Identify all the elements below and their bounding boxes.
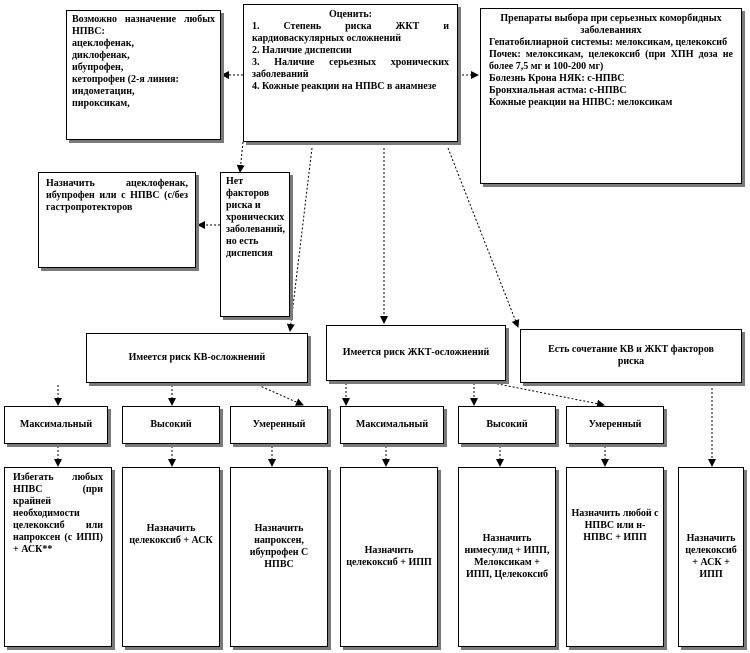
action-cv-mod-text: Назначить напроксен, ибупрофен С НПВС xyxy=(249,523,309,570)
risk-both-box xyxy=(520,329,742,383)
action-gi-max xyxy=(340,467,438,647)
action-cv-max-text: Избегать любых НПВС (при крайней необходимости целекоксиб или напроксен (с ИПП) + АСК** xyxy=(13,472,103,555)
action-cv-max xyxy=(4,467,112,647)
comorbid-line-4: Бронхиальная астма: с-НПВС xyxy=(489,85,627,96)
risk-gi-label: Имеется риск ЖКТ-осложнений xyxy=(342,347,490,358)
comorbid-line-2: Почек: мелоксикам, целекоксиб (при ХПН доза не более 7,5 мг и 100-200 мг) xyxy=(489,49,733,72)
no-factors-box xyxy=(220,172,290,317)
arrow-cv-to-mod xyxy=(258,385,303,405)
action-cv-high xyxy=(122,467,220,647)
level-gi-mod-label: Умеренный xyxy=(588,419,642,430)
assessment-item-4: 4. Кожные реакции на НПВС в анамнезе xyxy=(252,81,437,92)
any-nsaid-line-5: кетопрофен (2-я линия: xyxy=(72,74,179,85)
risk-cv-label: Имеется риск КВ-осложнений xyxy=(128,352,266,363)
assessment-item-3: 3. Наличие серьезных хронических заболеваний xyxy=(252,57,449,80)
action-gi-high-text: Назначить нимесулид + ИПП, Мелоксикам + ИПП, Целекоксиб xyxy=(464,533,550,580)
level-gi-max xyxy=(340,406,444,444)
arrow-to-no-factors xyxy=(240,142,243,172)
risk-cv-box xyxy=(86,333,308,383)
any-nsaid-line-7: пироксикам, xyxy=(72,98,130,109)
action-gi-high xyxy=(458,467,556,647)
any-nsaid-line-6: индометацин, xyxy=(72,86,135,97)
prescribe-aceclofenac-text: Назначить ацеклофенак, ибупрофен или с НПВС (с/без гастропротекторов xyxy=(46,178,188,213)
level-gi-max-label: Максимальный xyxy=(355,419,429,430)
level-cv-mod-label: Умеренный xyxy=(252,419,306,430)
comorbid-line-3: Болезнь Крона НЯК: с-НПВС xyxy=(489,73,625,84)
comorbid-line-5: Кожные реакции на НПВС: мелоксикам xyxy=(489,97,673,108)
any-nsaid-line-4: ибупрофен, xyxy=(72,62,124,73)
arrow-to-risk-cv xyxy=(290,148,312,331)
any-nsaid-line-1: Возможно назначение любых НПВС: xyxy=(72,14,215,37)
level-cv-high-label: Высокий xyxy=(150,419,192,430)
any-nsaid-line-2: ацеклофенак, xyxy=(72,38,134,49)
risk-both-label: Есть сочетание КВ и ЖКТ факторов риска xyxy=(548,344,714,367)
level-cv-high xyxy=(122,406,220,444)
any-nsaid-box xyxy=(66,10,221,140)
arrow-gi-to-mod xyxy=(493,383,604,405)
action-cv-mod xyxy=(230,467,328,647)
action-both xyxy=(678,467,744,647)
comorbid-title: Препараты выбора при серьезных коморбидных заболеваниях xyxy=(500,13,722,36)
comorbid-box xyxy=(480,8,742,184)
assessment-item-2: 2. Наличие диспепсии xyxy=(252,45,352,56)
prescribe-aceclofenac-box xyxy=(38,172,196,268)
level-gi-high-label: Высокий xyxy=(486,419,528,430)
risk-gi-box xyxy=(326,325,506,381)
action-gi-mod-text: Назначить любой с НПВС или н-НПВС + ИПП xyxy=(571,508,659,543)
assessment-box xyxy=(243,4,458,142)
action-gi-mod xyxy=(566,467,664,647)
assessment-item-1: 1. Степень риска ЖКТ и кардиоваскулярных осложнений xyxy=(252,21,449,44)
level-cv-max xyxy=(4,406,108,444)
level-cv-max-label: Максимальный xyxy=(19,419,93,430)
comorbid-line-1: Гепатобилиарной системы: мелоксикам, целекоксиб xyxy=(489,37,728,48)
action-gi-max-text: Назначить целекоксиб + ИПП xyxy=(346,545,432,568)
level-cv-mod xyxy=(230,406,328,444)
no-factors-text: Нет факторов риска и хронических заболеваний, но есть диспепсия xyxy=(226,176,285,259)
any-nsaid-line-3: диклофенак, xyxy=(72,50,130,61)
level-gi-high xyxy=(458,406,556,444)
action-both-text: Назначить целекоксиб + АСК + ИПП xyxy=(685,533,737,580)
level-gi-mod xyxy=(566,406,664,444)
assessment-title: Оценить: xyxy=(328,9,373,20)
action-cv-high-text: Назначить целекоксиб + АСК xyxy=(129,523,213,546)
